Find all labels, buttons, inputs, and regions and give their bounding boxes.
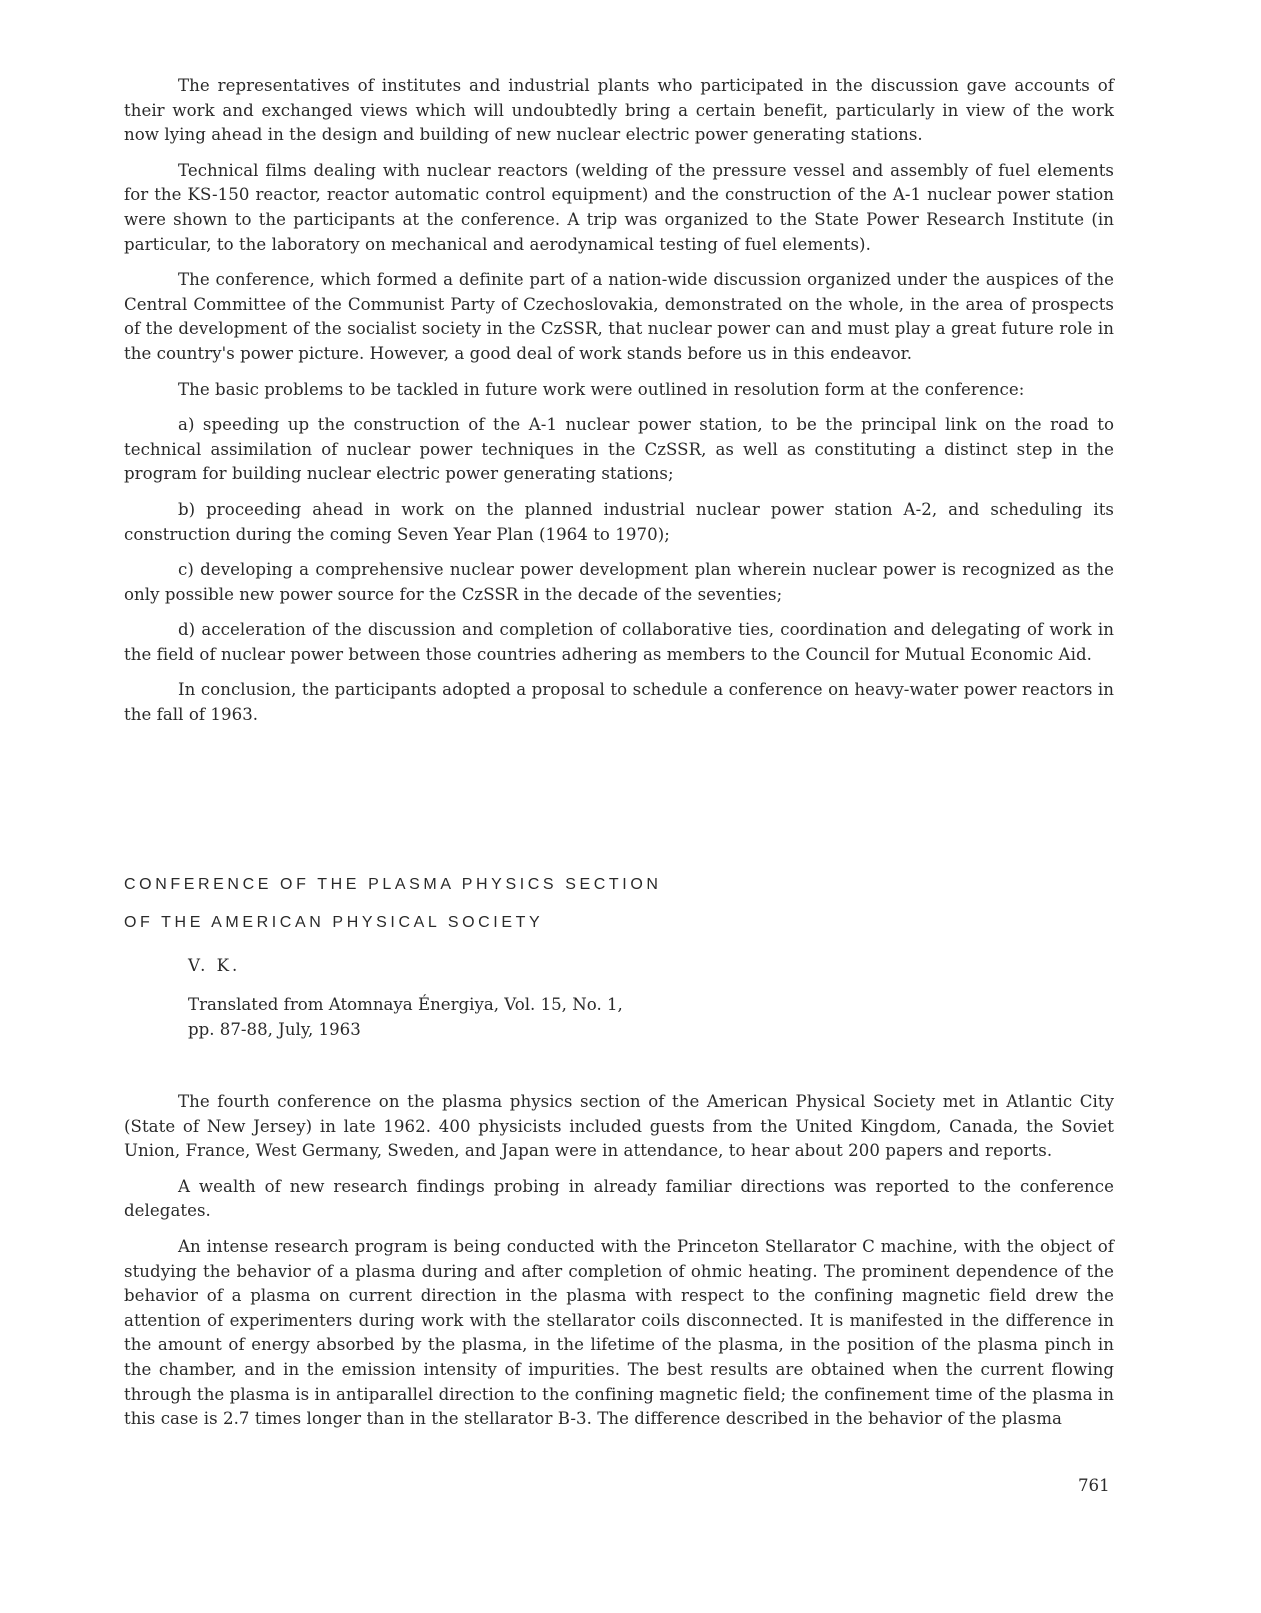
- paragraph-stellarator-program: An intense research program is being conducted with the Princeton Stellarator C machine, with the object of studying the behavior of a plasma during and after completion of ohmic heating. The prominent dependence of the behavior of a plasma on current direction in the plasma with respect to the confining magnetic field drew the attention of experimenters during work with the stellarator coils disconnected. It is manifested in the difference in the amount of energy absorbed by the plasma, in the lifetime of the plasma, in the position of the plasma pinch in the chamber, and in the emission intensity of impurities. The best results are obtained when the current flowing through the plasma is in antiparallel direction to the confining magnetic field; the confinement time of the plasma in this case is 2.7 times longer than in the stellarator B-3. The difference described in the behavior of the plasma: [124, 1236, 1114, 1429]
- translation-note-line-2: pp. 87-88, July, 1963: [188, 1020, 361, 1039]
- paragraph-participants: The representatives of institutes and industrial plants who participated in the discussion gave accounts of their work and exchanged views which will undoubtedly bring a certain benefit, particularly in view of the work now lying ahead in the design and building of new nuclear electric power generating stations.: [124, 76, 1114, 145]
- top-text-block: [124, 74, 1114, 739]
- page-number: 761: [1078, 1476, 1110, 1495]
- list-item-a: a) speeding up the construction of the A-1 nuclear power station, to be the principal link on the road to technical assimilation of nuclear power techniques in the CzSSR, as well as constituting a distinct step in the program for building nuclear electric power generating stations;: [124, 415, 1114, 484]
- article-body: [124, 1090, 1114, 1443]
- list-item-c: c) developing a comprehensive nuclear power development plan wherein nuclear power is recognized as the only possible new power source for the CzSSR in the decade of the seventies;: [124, 560, 1114, 604]
- paragraph-technical-films: Technical films dealing with nuclear reactors (welding of the pressure vessel and assembly of fuel elements for the KS-150 reactor, reactor automatic control equipment) and the construction of the A-1 nuclear power station were shown to the participants at the conference. A trip was organized to the State Power Research Institute (in particular, to the laboratory on mechanical and aerodynamical testing of fuel elements).: [124, 160, 1114, 254]
- translation-note-line-1: Translated from Atomnaya Énergiya, Vol. 15, No. 1,: [188, 995, 623, 1014]
- paragraph-nation-wide-discussion: The conference, which formed a definite part of a nation-wide discussion organized under the auspices of the Central Committee of the Communist Party of Czechoslovakia, demonstrated on the whole, in the area of prospects of the development of the socialist society in the CzSSR, that nuclear power can and must play a great future role in the country's power picture. However, a good deal of work stands before us in this endeavor.: [124, 270, 1114, 363]
- paragraph-fourth-conference: The fourth conference on the plasma physics section of the American Physical Society met in Atlantic City (State of New Jersey) in late 1962. 400 physicists included guests from the United Kingdom, Canada, the Soviet Union, France, West Germany, Sweden, and Japan were in attendance, to hear about 200 papers and reports.: [124, 1092, 1114, 1161]
- section-title-line-1: CONFERENCE OF THE PLASMA PHYSICS SECTION: [124, 876, 662, 893]
- paragraph-conclusion: In conclusion, the participants adopted a proposal to schedule a conference on heavy-water power reactors in the fall of 1963.: [124, 680, 1114, 725]
- paragraph-wealth-of-findings: A wealth of new research findings probing in already familiar directions was reported to the conference delegates.: [124, 1176, 1114, 1221]
- paragraph-basic-problems: The basic problems to be tackled in future work were outlined in resolution form at the conference:: [178, 379, 1025, 399]
- translation-note: [188, 992, 623, 1042]
- section-title-line-2: OF THE AMERICAN PHYSICAL SOCIETY: [124, 914, 544, 931]
- author-initials: V. K.: [188, 956, 241, 975]
- list-item-b: b) proceeding ahead in work on the planned industrial nuclear power station A-2, and scheduling its construction during the coming Seven Year Plan (1964 to 1970);: [124, 499, 1114, 544]
- list-item-d: d) acceleration of the discussion and completion of collaborative ties, coordination and delegating of work in the field of nuclear power between those countries adhering as members to the Council for Mutual Economic Aid.: [124, 620, 1114, 664]
- section-title: [124, 866, 662, 942]
